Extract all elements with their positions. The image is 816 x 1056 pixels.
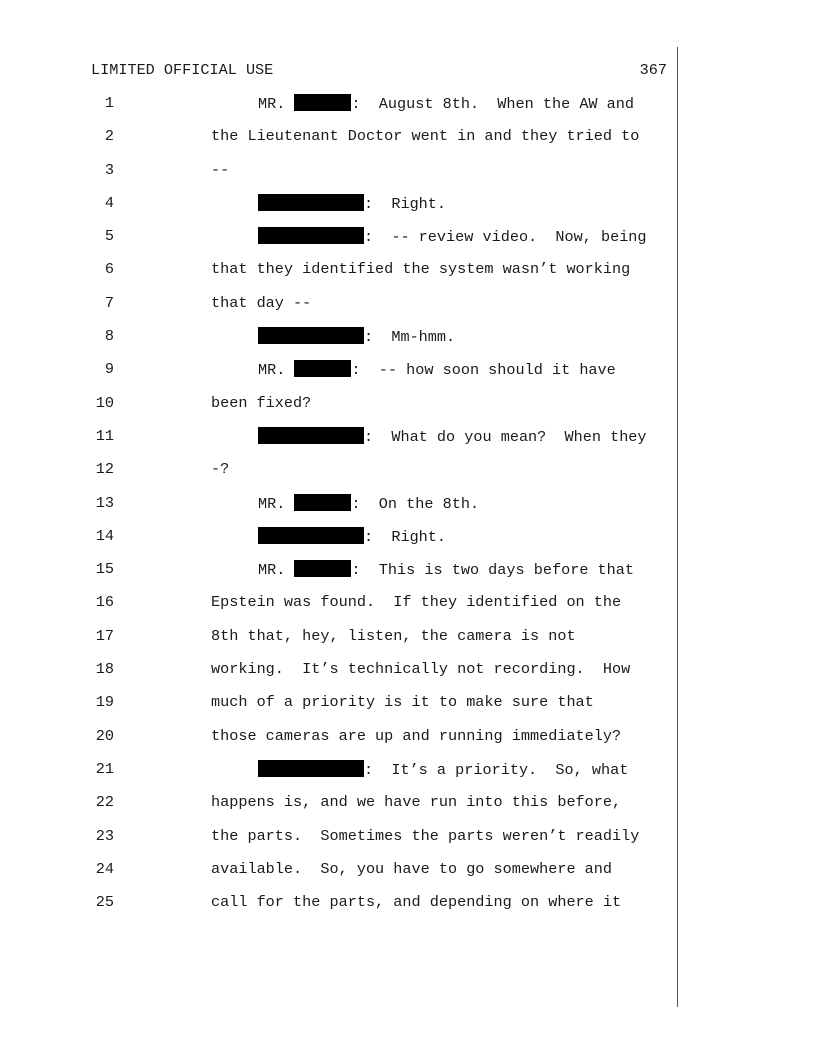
speech-text: call for the parts, and depending on where it: [211, 893, 622, 912]
speaker-line: [258, 194, 446, 213]
line-number: 18: [95, 660, 114, 679]
speech-text: -?: [211, 460, 230, 479]
speaker-line: [258, 427, 647, 446]
speech-text: been fixed?: [211, 393, 312, 412]
transcript-line: [0, 294, 816, 327]
transcript-line: [0, 127, 816, 160]
redaction-box: [294, 560, 351, 577]
speech-text: : Right.: [364, 527, 447, 546]
speech-text: that they identified the system wasn’t working: [211, 260, 631, 279]
speech-text: Epstein was found. If they identified on the: [211, 593, 622, 612]
speaker-label: MR.: [258, 95, 286, 113]
redaction-box: [258, 227, 364, 244]
speaker-label: MR.: [258, 361, 286, 380]
redaction-box: [258, 327, 364, 344]
line-number: 25: [95, 893, 114, 912]
speech-text: the Lieutenant Doctor went in and they tried to: [211, 127, 640, 146]
transcript-line: [0, 360, 816, 393]
transcript-line: [0, 260, 816, 293]
line-number: 14: [95, 526, 114, 545]
line-number: 7: [104, 293, 114, 312]
line-number: 23: [95, 826, 114, 845]
line-number: 10: [95, 393, 114, 412]
speech-text: that day --: [211, 293, 312, 312]
speaker-line: [258, 94, 634, 113]
transcript-line: [0, 827, 816, 860]
classification-header: LIMITED OFFICIAL USE: [91, 61, 274, 79]
speech-text: those cameras are up and running immediately?: [211, 726, 622, 745]
transcript-line: [0, 693, 816, 726]
speech-text: : -- review video. Now, being: [364, 228, 647, 247]
line-number: 12: [95, 460, 114, 479]
transcript-line: [0, 860, 816, 893]
speech-text: much of a priority is it to make sure that: [211, 693, 594, 712]
speech-text: : It’s a priority. So, what: [364, 760, 629, 779]
transcript-line: [0, 494, 816, 527]
speaker-line: [258, 560, 634, 579]
speaker-label: MR.: [258, 561, 286, 580]
transcript-line: [0, 94, 816, 127]
speaker-line: [258, 760, 628, 779]
line-number: 2: [104, 127, 114, 146]
speech-text: happens is, and we have run into this before,: [211, 793, 622, 812]
transcript-line: [0, 760, 816, 793]
redaction-box: [258, 527, 364, 544]
transcript-line: [0, 627, 816, 660]
speech-text: : Right.: [364, 194, 447, 213]
transcript-line: [0, 793, 816, 826]
speech-text: : -- how soon should it have: [351, 361, 616, 380]
redaction-box: [258, 194, 364, 211]
transcript-line: [0, 560, 816, 593]
speaker-line: [258, 494, 479, 513]
line-number: 9: [104, 360, 114, 379]
line-number: 11: [95, 426, 114, 445]
speaker-line: [258, 327, 455, 346]
line-number: 20: [95, 726, 114, 745]
speaker-line: [258, 360, 616, 379]
transcript-line: [0, 161, 816, 194]
line-number: 5: [104, 227, 114, 246]
redaction-box: [258, 427, 364, 444]
line-number: 4: [104, 193, 114, 212]
speech-text: : What do you mean? When they: [364, 427, 647, 446]
page-number: 367: [639, 61, 667, 79]
transcript-line: [0, 593, 816, 626]
line-number: 24: [95, 859, 114, 878]
line-number: 6: [104, 260, 114, 279]
speech-text: --: [211, 160, 230, 179]
speaker-line: [258, 227, 647, 246]
speech-text: 8th that, hey, listen, the camera is not: [211, 626, 576, 645]
speech-text: working. It’s technically not recording. How: [211, 660, 631, 679]
transcript-line: [0, 427, 816, 460]
speech-text: : This is two days before that: [351, 561, 635, 580]
transcript-line: [0, 227, 816, 260]
line-number: 17: [95, 626, 114, 645]
line-number: 3: [104, 160, 114, 179]
speaker-line: [258, 527, 446, 546]
speech-text: the parts. Sometimes the parts weren’t readily: [211, 826, 640, 845]
transcript-lines: [0, 94, 816, 926]
redaction-box: [258, 760, 364, 777]
transcript-line: [0, 527, 816, 560]
speaker-label: MR.: [258, 494, 286, 513]
transcript-line: [0, 394, 816, 427]
line-number: 19: [95, 693, 114, 712]
transcript-line: [0, 460, 816, 493]
speech-text: : On the 8th.: [351, 494, 480, 513]
line-number: 15: [95, 560, 114, 579]
redaction-box: [294, 494, 351, 511]
speech-text: : Mm-hmm.: [364, 328, 456, 347]
line-number: 8: [104, 327, 114, 346]
transcript-line: [0, 893, 816, 926]
transcript-line: [0, 327, 816, 360]
line-number: 22: [95, 793, 114, 812]
line-number: 21: [95, 759, 114, 778]
line-number: 13: [95, 493, 114, 512]
transcript-line: [0, 660, 816, 693]
speech-text: available. So, you have to go somewhere and: [211, 859, 613, 878]
line-number: 1: [104, 94, 114, 112]
transcript-line: [0, 727, 816, 760]
speech-text: : August 8th. When the AW and: [351, 95, 635, 113]
line-number: 16: [95, 593, 114, 612]
redaction-box: [294, 94, 351, 111]
redaction-box: [294, 360, 351, 377]
transcript-line: [0, 194, 816, 227]
